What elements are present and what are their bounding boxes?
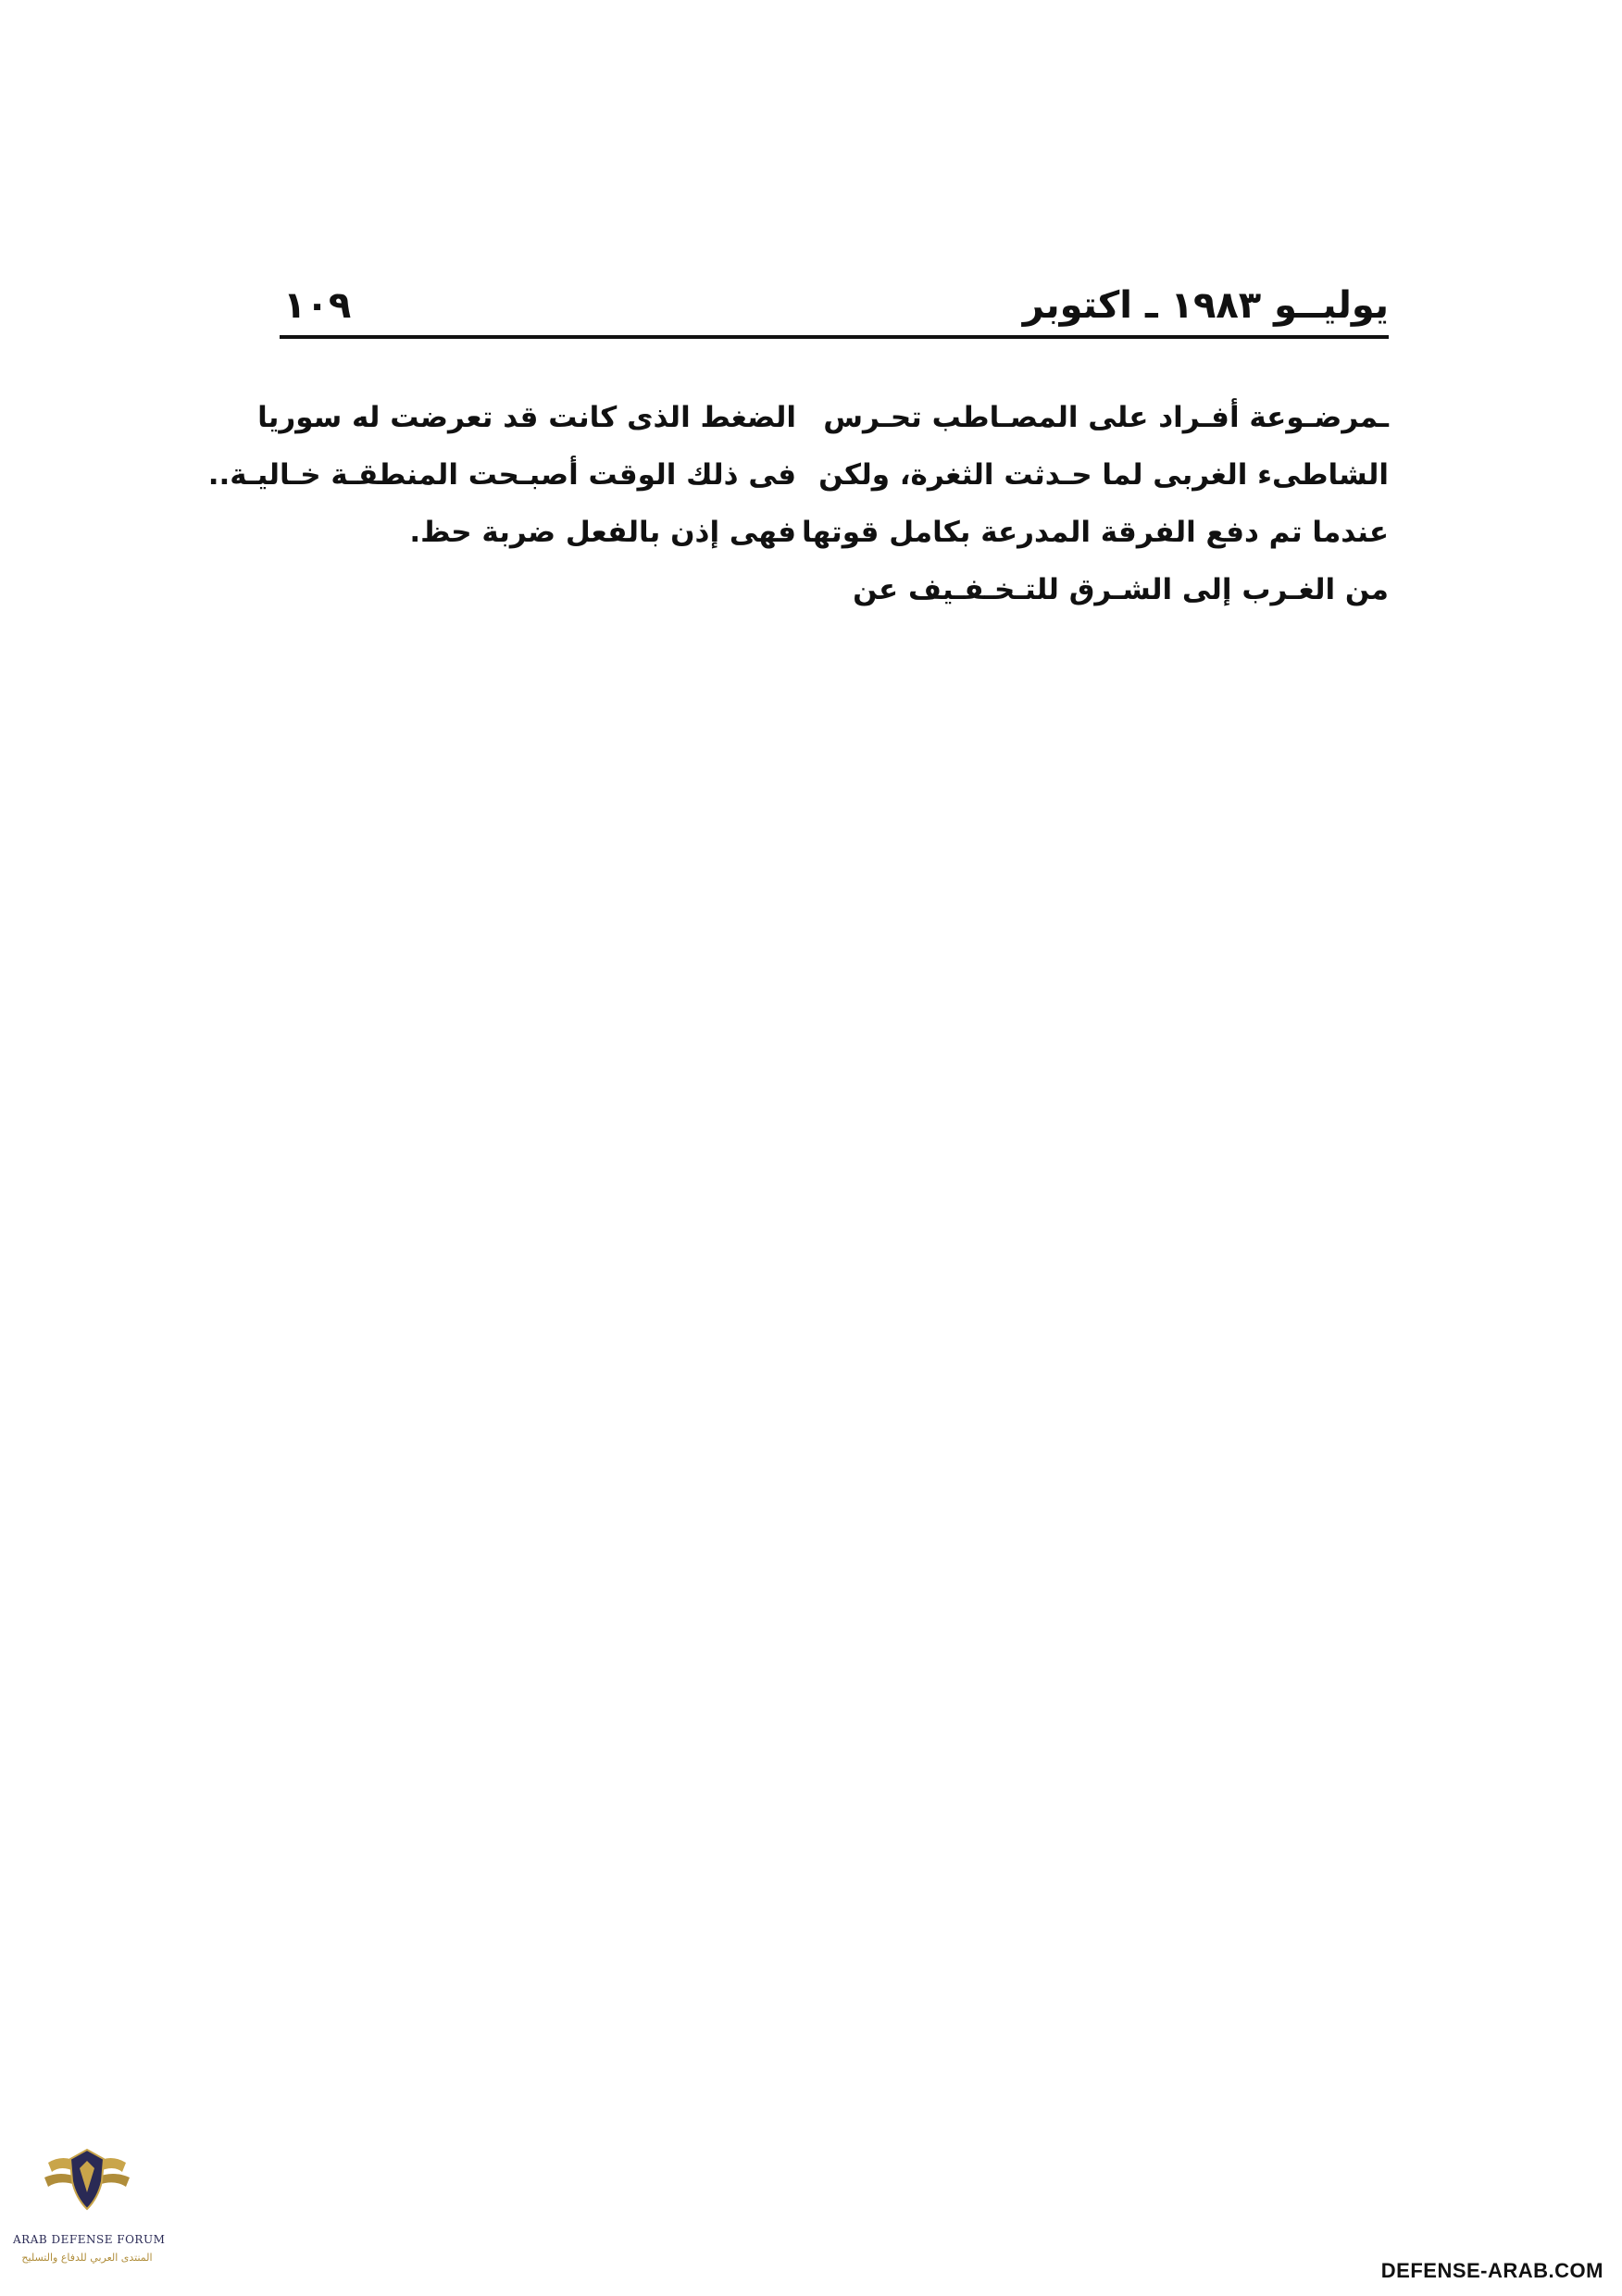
page-header	[280, 270, 1389, 344]
page-number: ١٠٩	[283, 284, 352, 327]
text-line: الضغط الذى كانت قد تعرضت له سوريا	[257, 401, 796, 434]
text-line: فهى إذن بالفعل ضربة حظ.	[409, 516, 796, 549]
running-title: يوليــو ١٩٨٣ ـ اكتوبر	[1022, 284, 1389, 327]
header-rule	[280, 335, 1389, 339]
text-line: ـمرضـوعة أفـراد على المصـاطب تحـرس	[823, 401, 1389, 434]
text-line: فى ذلك الوقت أصبـحت المنطقـة خـاليـة..	[207, 458, 796, 492]
text-column-left	[207, 389, 796, 561]
site-watermark: DEFENSE-ARAB.COM	[1380, 2259, 1603, 2282]
text-column-right	[801, 389, 1389, 618]
logo-name-en: ARAB DEFENSE FORUM	[13, 2233, 166, 2246]
text-line: الشاطىء الغربى لما حـدثت الثغرة، ولكن	[818, 458, 1389, 492]
arab-defense-forum-logo	[13, 2144, 166, 2287]
text-line: عندما تم دفع الفرقة المدرعة بكامل قوتها	[801, 516, 1389, 549]
wing-shield-icon	[41, 2144, 133, 2216]
text-line: من الغـرب إلى الشـرق للتـخـفـيف عن	[853, 573, 1389, 606]
logo-name-ar: المنتدى العربي للدفاع والتسليح	[21, 2252, 153, 2264]
